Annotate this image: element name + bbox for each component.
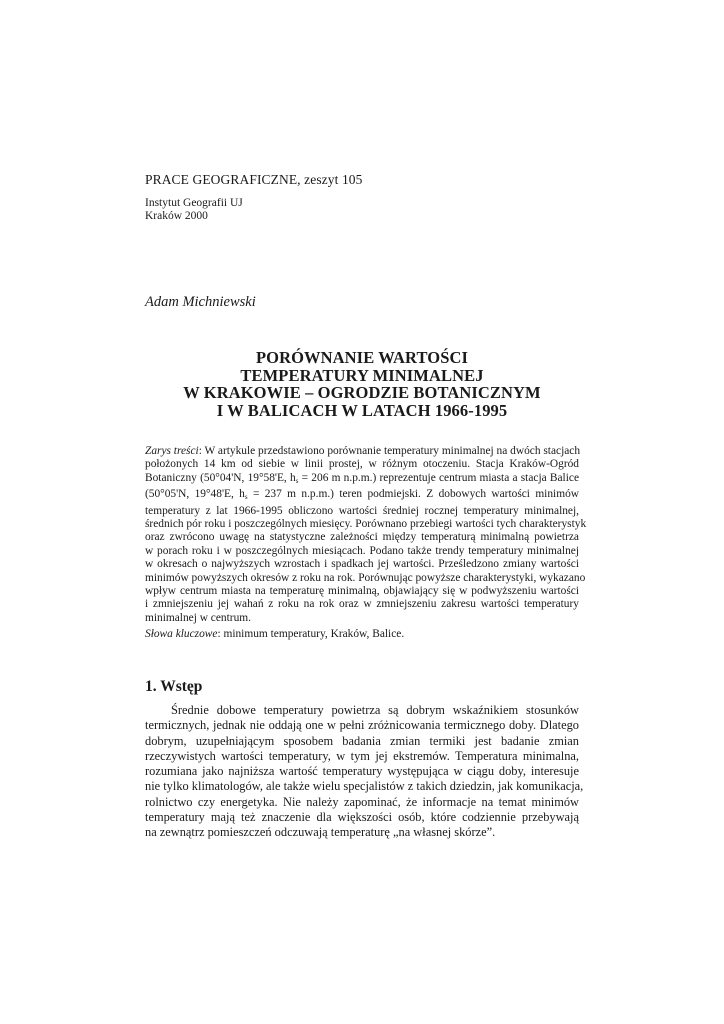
abstract-line: w okresach o najwyższych wzrostach i spadkach jej wartości. Prześledzono zmiany wartości [145,558,579,571]
abstract-line: w porach roku i w poszczególnych miesiącach. Podano także trendy temperatury minimalnej [145,544,579,557]
abstract-line: położonych 14 km od siebie w linii prostej, w różnym otoczeniu. Stacja Kraków-Ogród [145,458,579,471]
keywords-text: : minimum temperatury, Kraków, Balice. [217,628,405,640]
abstract-line: średnich pór roku i poszczególnych miesięcy. Porównano przebiegi wartości tych charakterystyk [145,518,587,531]
subscript-s: s [244,493,248,502]
journal-series: PRACE GEOGRAFICZNE, zeszyt 105 [145,172,363,187]
body-line: na zewnątrz pomieszczeń odczuwają temperaturę „na własnej skórze”. [145,825,496,840]
abstract-label: Zarys treści [145,445,199,457]
abstract-line: minimów powyższych okresów z roku na rok. Porównując powyższe charakterystyki, wykazano [145,571,586,584]
author-name: Adam Michniewski [145,294,256,310]
abstract-line: Botaniczny (50°04'N, 19°58'E, $h_s = 206$ m n.p.m.) reprezentuje centrum miasta a stacja Balice [145,471,579,485]
keywords [145,628,579,641]
body-line: rolnictwo czy energetyka. Nie należy zapominać, że informacje na temat minimów [145,794,579,809]
subscript-s: s [295,476,299,485]
abstract-line: Zarys treści: W artykule przedstawiono porównanie temperatury minimalnej na dwóch stacjach [145,445,581,457]
abstract-line: minimalnej w centrum. [145,611,251,624]
institute-name: Instytut Geografii UJ [145,197,243,209]
abstract [145,445,587,625]
body-line: nie tylko klimatologów, ale także wielu specjalistów z takich dziedzin, jak komunikacja, [145,779,584,794]
body-line: rzeczywistych wartości temperatury, w tym jej ekstremów. Temperatura minimalna, [145,748,579,763]
body-line: dobrym, uzupełniającym sposobem badania zmian termiki jest badanie zmian [145,733,579,748]
section-body [145,703,584,841]
place-year: Kraków 2000 [145,210,208,222]
abstract-line: wpływ centrum miasta na temperaturę minimalną, objawiający się w podwyższeniu wartości [145,585,579,598]
title-line: PORÓWNANIE WARTOŚCI [255,348,469,367]
body-line: temperatury mają też znaczenie dla większości osób, które codziennie przebywają [145,810,579,825]
article-title [145,349,579,419]
abstract-line: (50°05'N, 19°48'E, $h_s = 237$ m n.p.m.) teren podmiejski. Z dobowych wartości minimów [145,488,579,502]
abstract-line: oraz zwrócono uwagę na statystyczne zależności między temperaturą minimalną powietrza [145,531,579,544]
abstract-line: i zmniejszeniu jej wahań z roku na rok oraz w zmniejszeniu zakresu wartości temperatury [145,598,579,611]
title-line: I W BALICACH W LATACH 1966-1995 [216,400,508,420]
body-line: termicznych, jednak nie oddają one w pełni zróżnicowania termicznego doby. Dlatego [145,718,579,733]
title-line: W KRAKOWIE – OGRODZIE BOTANICZNYM [183,383,541,402]
publication-info [145,197,243,223]
abstract-line: temperatury z lat 1966-1995 obliczono wartości średniej rocznej temperatury minimalnej, [145,504,579,517]
section-heading: 1. Wstęp [145,678,203,695]
keywords-label: Słowa kluczowe [145,628,218,640]
body-line: rozumiana jako najniższa wartość temperatury występująca w ciągu doby, interesuje [145,764,579,779]
title-line: TEMPERATURY MINIMALNEJ [240,365,484,385]
body-line: Średnie dobowe temperatury powietrza są dobrym wskaźnikiem stosunków [171,703,579,717]
